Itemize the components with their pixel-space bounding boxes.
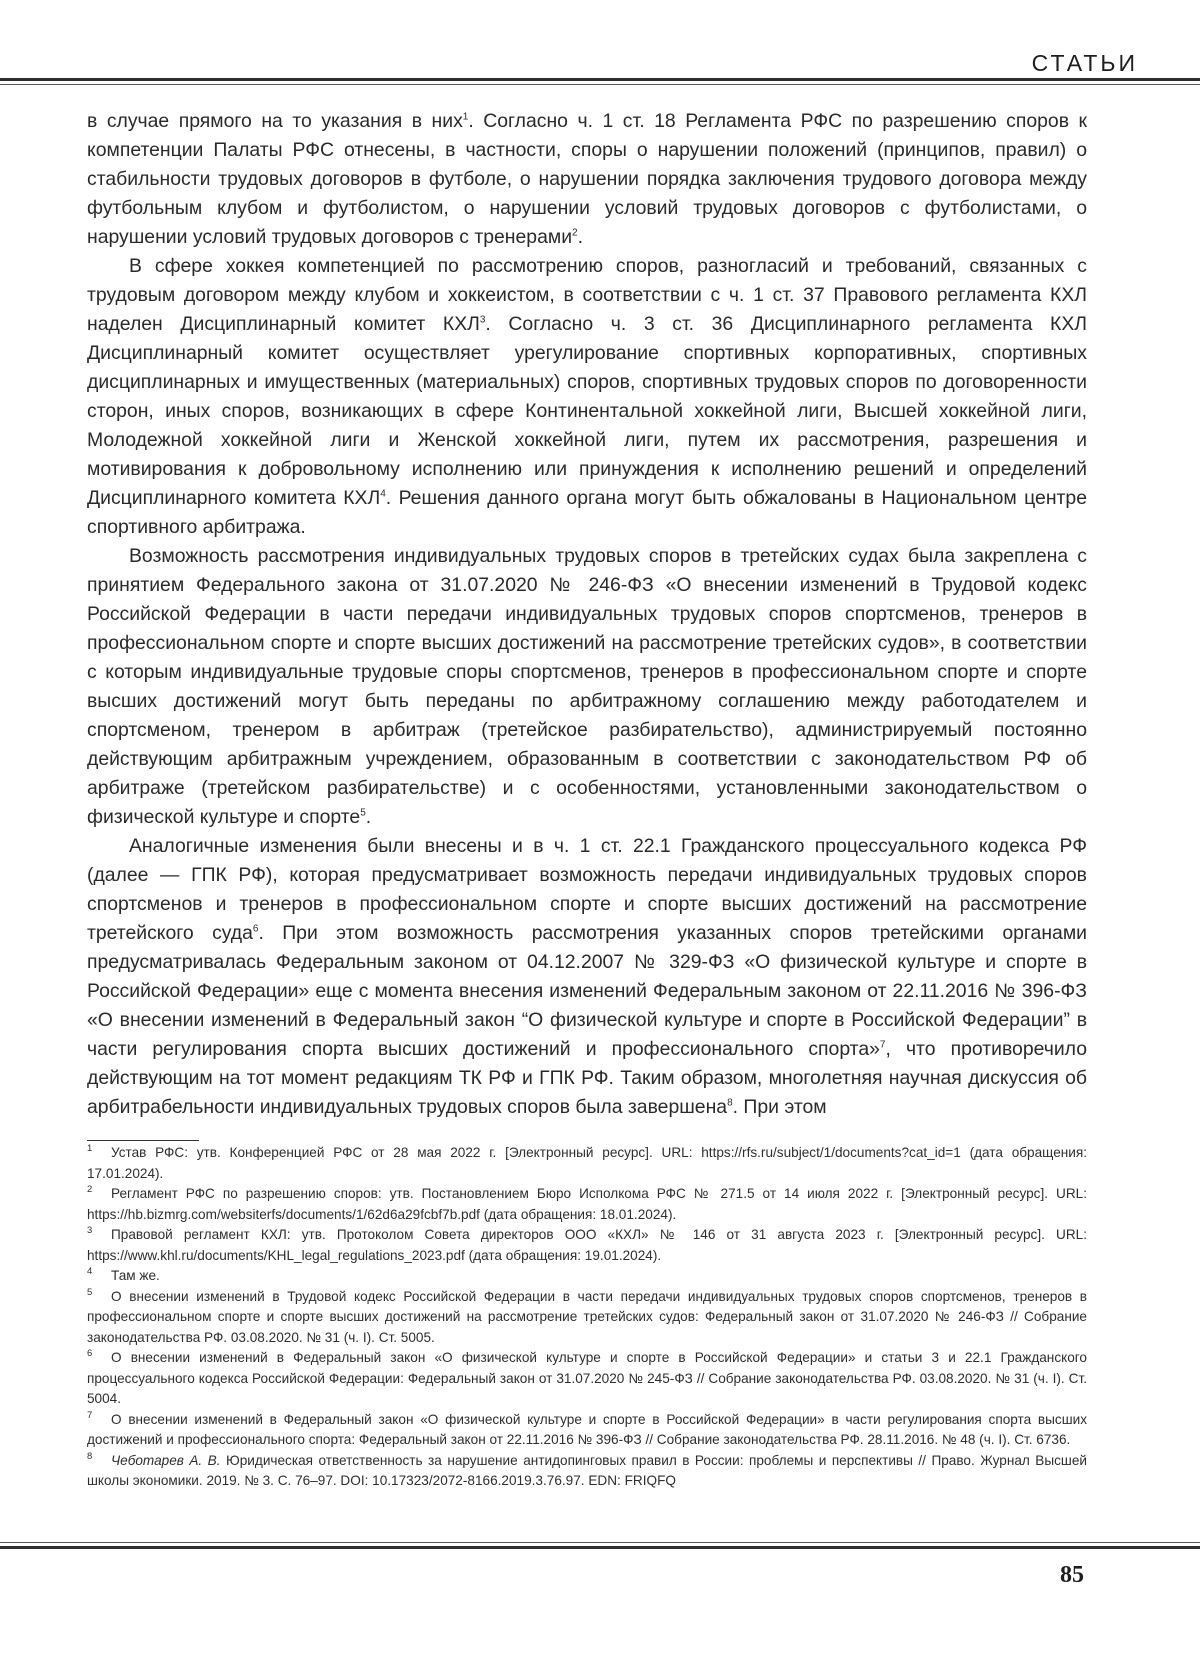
footnote: [87, 1143, 1087, 1184]
footnote-number: 6: [87, 1348, 93, 1359]
paragraph-text: .: [577, 226, 583, 248]
paragraph: [87, 832, 1087, 1122]
footnote-text: О внесении изменений в Трудовой кодекс Российской Федерации в части передачи индивидуальных трудовых споров спортсменов, тренеров в профессиональном спорте и спорте высших достижений на рассмотрение третейских судов: Федеральный закон от 31.07.2020 № 246-ФЗ // Собрание законодательства РФ. 03.08.2020. № 31 (ч. I). Ст. 5005.: [87, 1288, 1087, 1345]
footnote-ref: 8: [727, 1097, 733, 1109]
paragraph-text: , что противоречило действующим на тот момент редакциям ТК РФ и ГПК РФ. Таким образом, многолетняя научная дискуссия об арбитрабельности индивидуальных трудовых споров была завершена: [87, 1038, 1087, 1118]
article-body: [87, 107, 1087, 1122]
paragraph: [87, 107, 1087, 252]
footnotes: [87, 1143, 1087, 1492]
paragraph: [87, 252, 1087, 542]
footnote-text: Там же.: [111, 1268, 160, 1283]
footnote: [87, 1451, 1087, 1492]
footnote: [87, 1225, 1087, 1266]
paragraph-text: .: [365, 806, 372, 828]
page-number: 85: [1060, 1562, 1084, 1588]
footnote-ref: 2: [572, 227, 578, 239]
footnote-number: 4: [87, 1266, 93, 1277]
footnote-separator: [87, 1140, 199, 1141]
paragraph-text: . При этом возможность рассмотрения указанных споров третейскими органами предусматривалась Федеральным законом от 04.12.2007 № 329-ФЗ «О физической культуре и спорте в Российской Федерации» еще с момента внесения изменений Федеральным законом от 22.11.2016 № 396-ФЗ «О внесении изменений в Федеральный закон “О физической культуре и спорте в Российской Федерации” в части регулирования спорта высших достижений и профессионального спорта»: [87, 922, 1087, 1060]
footnote: [87, 1184, 1087, 1225]
footnote-number: 1: [87, 1143, 93, 1154]
footnote-ref: 7: [879, 1039, 886, 1051]
paragraph-text: В сфере хоккея компетенцией по рассмотрению споров, разногласий и требований, связанных с трудовым договором между клубом и хоккеистом, в соответствии с ч. 1 ст. 37 Правового регламента КХЛ наделен Дисциплинарный комитет КХЛ: [87, 255, 1087, 335]
footnote-ref: 6: [252, 923, 259, 935]
footer-rule-thin: [0, 1542, 1200, 1543]
footnote-ref: 1: [462, 111, 469, 123]
paragraph-text: Аналогичные изменения были внесены и в ч. 1 ст. 22.1 Гражданского процессуального кодекса РФ (далее — ГПК РФ), которая предусматривает возможность передачи индивидуальных трудовых споров спортсменов и тренеров в профессиональном спорте и спорте высших достижений на рассмотрение третейского суда: [87, 835, 1087, 944]
paragraph-text: . При этом: [732, 1096, 827, 1118]
footnote-number: 3: [87, 1225, 93, 1236]
footnote-text: Устав РФС: утв. Конференцией РФС от 28 мая 2022 г. [Электронный ресурс]. URL: https://rfs.ru/subject/1/documents?cat_id=1 (дата обращения: 17.01.2024).: [87, 1145, 1087, 1181]
footnote-ref: 3: [479, 314, 486, 326]
footnote: [87, 1287, 1087, 1349]
paragraph: [87, 542, 1087, 832]
paragraph-text: в случае прямого на то указания в них: [87, 110, 463, 132]
section-header: СТАТЬИ: [1031, 50, 1138, 76]
footnote: [87, 1266, 1087, 1287]
header-rule-thin: [0, 84, 1200, 85]
footnote-ref: 5: [360, 807, 366, 819]
footnote-text: Юридическая ответственность за нарушение антидопинговых правил в России: проблемы и перспективы // Право. Журнал Высшей школы экономики. 2019. № 3. С. 76–97. DOI: 10.17323/2072-8166.2019.3.76.97. EDN: FRIQFQ: [87, 1452, 1087, 1488]
footnote-text: О внесении изменений в Федеральный закон «О физической культуре и спорте в Российской Федерации» в части регулирования спорта высших достижений и профессионального спорта: Федеральный закон от 22.11.2016 № 396-ФЗ // Собрание законодательства РФ. 28.11.2016. № 48 (ч. I). Ст. 6736.: [87, 1411, 1087, 1447]
footnote-text: Правовой регламент КХЛ: утв. Протоколом Совета директоров ООО «КХЛ» № 146 от 31 августа 2023 г. [Электронный ресурс]. URL: https://www.khl.ru/documents/KHL_legal_regulations_2023.pdf (дата обращения: 19.01.2024).: [87, 1227, 1087, 1263]
paragraph-text: . Решения данного органа могут быть обжалованы в Национальном центре спортивного арбитража.: [87, 487, 1087, 538]
footnote-ref: 4: [380, 488, 386, 500]
header-rule-thick: [0, 78, 1200, 81]
paragraph-text: . Согласно ч. 3 ст. 36 Дисциплинарного регламента КХЛ Дисциплинарный комитет осуществляет урегулирование спортивных корпоративных, спортивных дисциплинарных и имущественных (материальных) споров, спортивных трудовых споров по договоренности сторон, иных споров, возникающих в сфере Континентальной хоккейной лиги, Высшей хоккейной лиги, Молодежной хоккейной лиги и Женской хоккейной лиги, путем их рассмотрения, разрешения и мотивирования к добровольному исполнению или принуждения к исполнению решений и определений Дисциплинарного комитета КХЛ: [87, 313, 1088, 509]
paragraph-text: Возможность рассмотрения индивидуальных трудовых споров в третейских судах была закреплена с принятием Федерального закона от 31.07.2020 № 246-ФЗ «О внесении изменений в Трудовой кодекс Российской Федерации в части передачи индивидуальных трудовых споров спортсменов, тренеров в профессиональном спорте и спорте высших достижений на рассмотрение третейских судов», в соответствии с которым индивидуальные трудовые споры спортсменов, тренеров в профессиональном спорте и спорте высших достижений могут быть переданы по арбитражному соглашению между работодателем и спортсменом, тренером в арбитраж (третейское разбирательство), администрируемый постоянно действующим арбитражным учреждением, образованным в соответствии с законодательством РФ об арбитраже (третейском разбирательстве) и с особенностями, установленными законодательством о физической культуре и спорте: [87, 545, 1087, 828]
paragraph-text: . Согласно ч. 1 ст. 18 Регламента РФС по разрешению споров к компетенции Палаты РФС отнесены, в частности, споры о нарушении положений (принципов, правил) о стабильности трудовых договоров в футболе, о нарушении порядка заключения трудового договора между футбольным клубом и футболистом, о нарушении условий трудовых договоров с футболистами, о нарушении условий трудовых договоров с тренерами: [87, 110, 1087, 248]
footnote-number: 8: [87, 1450, 93, 1462]
footnote-text: О внесении изменений в Федеральный закон «О физической культуре и спорте в Российской Федерации» и статьи 3 и 22.1 Гражданского процессуального кодекса Российской Федерации: Федеральный закон от 31.07.2020 № 245-ФЗ // Собрание законодательства РФ. 03.08.2020. № 31 (ч. I). Ст. 5004.: [87, 1350, 1087, 1406]
footnote: [87, 1410, 1087, 1451]
footnote: [87, 1348, 1087, 1410]
footer-rule-thick: [0, 1546, 1200, 1549]
footnote-number: 7: [87, 1409, 93, 1421]
footnote-text: Регламент РФС по разрешению споров: утв. Постановлением Бюро Исполкома РФС № 271.5 от 14 июля 2022 г. [Электронный ресурс]. URL: https://hb.bizmrg.com/websiterfs/documents/1/62d6a29fcbf7b.pdf (дата обращения: 18.01.2024).: [87, 1186, 1087, 1222]
footnote-number: 2: [87, 1184, 93, 1195]
footnote-author: Чеботарев А. В.: [111, 1452, 221, 1468]
footnote-number: 5: [87, 1286, 93, 1298]
